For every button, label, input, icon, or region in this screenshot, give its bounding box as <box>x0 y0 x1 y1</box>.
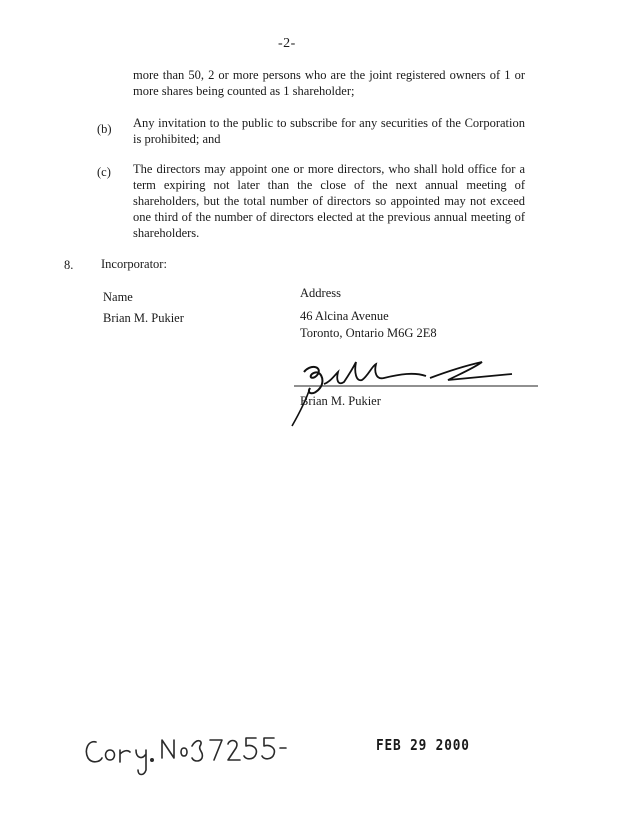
page-number: -2- <box>278 36 296 51</box>
handwritten-corporation-number <box>80 724 290 780</box>
item-c-marker: (c) <box>97 165 111 179</box>
address-line-1: 46 Alcina Avenue <box>300 309 389 323</box>
section-number: 8. <box>64 258 74 272</box>
continuation-text: more than 50, 2 or more persons who are the joint registered owners of 1 or more shares being counted as 1 shareholder; <box>133 68 525 98</box>
signature-printed-name: Brian M. Pukier <box>300 394 381 408</box>
item-b-marker: (b) <box>97 122 112 136</box>
item-c-paragraph <box>133 161 525 241</box>
name-heading: Name <box>103 290 133 304</box>
signature-stroke-1 <box>304 367 322 393</box>
item-c-text: The directors may appoint one or more directors, who shall hold office for a term expiring not later than the close of the next annual meeting of shareholders, but the total number of directors so appointed may not exceed one third of the number of directors elected at the previous annual meeting of shareholders. <box>133 162 525 240</box>
signature-stroke-2 <box>324 362 426 384</box>
section-label: Incorporator: <box>101 257 167 271</box>
date-stamp: FEB 29 2000 <box>376 736 470 754</box>
address-line-2: Toronto, Ontario M6G 2E8 <box>300 326 437 340</box>
item-b-paragraph <box>133 115 525 147</box>
incorporator-name: Brian M. Pukier <box>103 311 184 325</box>
item-b-text: Any invitation to the public to subscribe for any securities of the Corporation is prohibited; and <box>133 116 525 146</box>
signature-stroke-3 <box>430 362 512 380</box>
signature-graphic <box>280 342 550 432</box>
address-heading: Address <box>300 286 341 300</box>
continuation-paragraph <box>133 67 525 99</box>
